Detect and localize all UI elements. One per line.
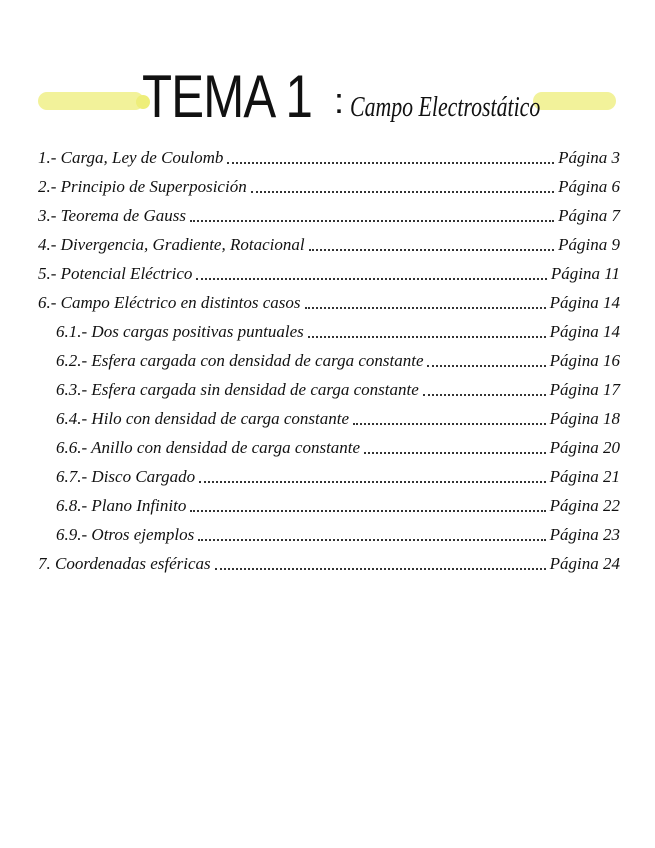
toc-entry[interactable] — [38, 143, 620, 172]
toc-dot-leader — [364, 451, 546, 454]
highlighter-stroke-left — [38, 92, 144, 110]
toc-dot-leader — [190, 219, 554, 222]
title-colon: : — [334, 80, 345, 121]
toc-entry-label: 6.- Campo Eléctrico en distintos casos — [38, 293, 301, 312]
toc-dot-leader — [308, 335, 546, 338]
toc-entry-page: Página 20 — [549, 438, 620, 457]
toc-entry[interactable] — [38, 172, 620, 201]
table-of-contents — [38, 143, 620, 578]
toc-entry[interactable] — [38, 259, 620, 288]
toc-dot-leader — [309, 248, 555, 251]
toc-entry-label: 6.7.- Disco Cargado — [56, 467, 196, 486]
toc-entry-label: 6.6.- Anillo con densidad de carga constante — [56, 438, 361, 457]
toc-entry[interactable] — [38, 520, 620, 549]
page-title: TEMA 1 — [142, 63, 313, 130]
toc-entry-page: Página 18 — [549, 409, 620, 428]
toc-entry-page: Página 21 — [549, 467, 620, 486]
toc-dot-leader — [423, 393, 546, 396]
toc-entry-label: 6.8.- Plano Infinito — [56, 496, 187, 515]
toc-dot-leader — [198, 538, 545, 541]
toc-entry-page: Página 17 — [549, 380, 620, 399]
toc-entry[interactable] — [38, 404, 620, 433]
toc-dot-leader — [353, 422, 546, 425]
toc-entry-label: 3.- Teorema de Gauss — [38, 206, 186, 225]
toc-entry-page: Página 11 — [550, 264, 620, 283]
toc-entry-page: Página 22 — [549, 496, 620, 515]
toc-entry-label: 1.- Carga, Ley de Coulomb — [38, 148, 224, 167]
toc-entry[interactable] — [38, 230, 620, 259]
toc-entry[interactable] — [38, 201, 620, 230]
toc-dot-leader — [215, 567, 546, 570]
toc-entry-label: 5.- Potencial Eléctrico — [38, 264, 193, 283]
toc-entry[interactable] — [38, 375, 620, 404]
toc-dot-leader — [251, 190, 554, 193]
toc-entry-label: 6.2.- Esfera cargada con densidad de carga constante — [56, 351, 424, 370]
toc-entry-page: Página 6 — [558, 177, 620, 196]
toc-entry-label: 6.4.- Hilo con densidad de carga constante — [56, 409, 350, 428]
toc-entry-page: Página 9 — [558, 235, 620, 254]
toc-entry-label: 4.- Divergencia, Gradiente, Rotacional — [38, 235, 305, 254]
toc-entry-page: Página 7 — [558, 206, 620, 225]
toc-dot-leader — [190, 509, 545, 512]
toc-dot-leader — [196, 277, 547, 280]
toc-entry[interactable] — [38, 433, 620, 462]
toc-dot-leader — [227, 161, 554, 164]
toc-entry-page: Página 3 — [558, 148, 620, 167]
toc-entry-page: Página 14 — [549, 322, 620, 341]
toc-entry-label: 6.9.- Otros ejemplos — [56, 525, 195, 544]
toc-entry-label: 7. Coordenadas esféricas — [38, 554, 211, 573]
toc-entry-label: 6.1.- Dos cargas positivas puntuales — [56, 322, 304, 341]
toc-entry[interactable] — [38, 462, 620, 491]
toc-entry-page: Página 16 — [549, 351, 620, 370]
toc-dot-leader — [199, 480, 545, 483]
toc-entry[interactable] — [38, 549, 620, 578]
toc-entry[interactable] — [38, 491, 620, 520]
highlighter-stroke-right — [533, 92, 616, 110]
toc-entry-page: Página 14 — [549, 293, 620, 312]
toc-dot-leader — [427, 364, 545, 367]
toc-entry[interactable] — [38, 346, 620, 375]
toc-entry[interactable] — [38, 288, 620, 317]
toc-dot-leader — [305, 306, 546, 309]
toc-entry-label: 2.- Principio de Superposición — [38, 177, 247, 196]
toc-entry-page: Página 23 — [549, 525, 620, 544]
toc-entry-label: 6.3.- Esfera cargada sin densidad de carga constante — [56, 380, 419, 399]
title-row — [38, 62, 618, 132]
toc-entry[interactable] — [38, 317, 620, 346]
toc-entry-page: Página 24 — [549, 554, 620, 573]
page-subtitle: Campo Electrostático — [350, 92, 541, 123]
